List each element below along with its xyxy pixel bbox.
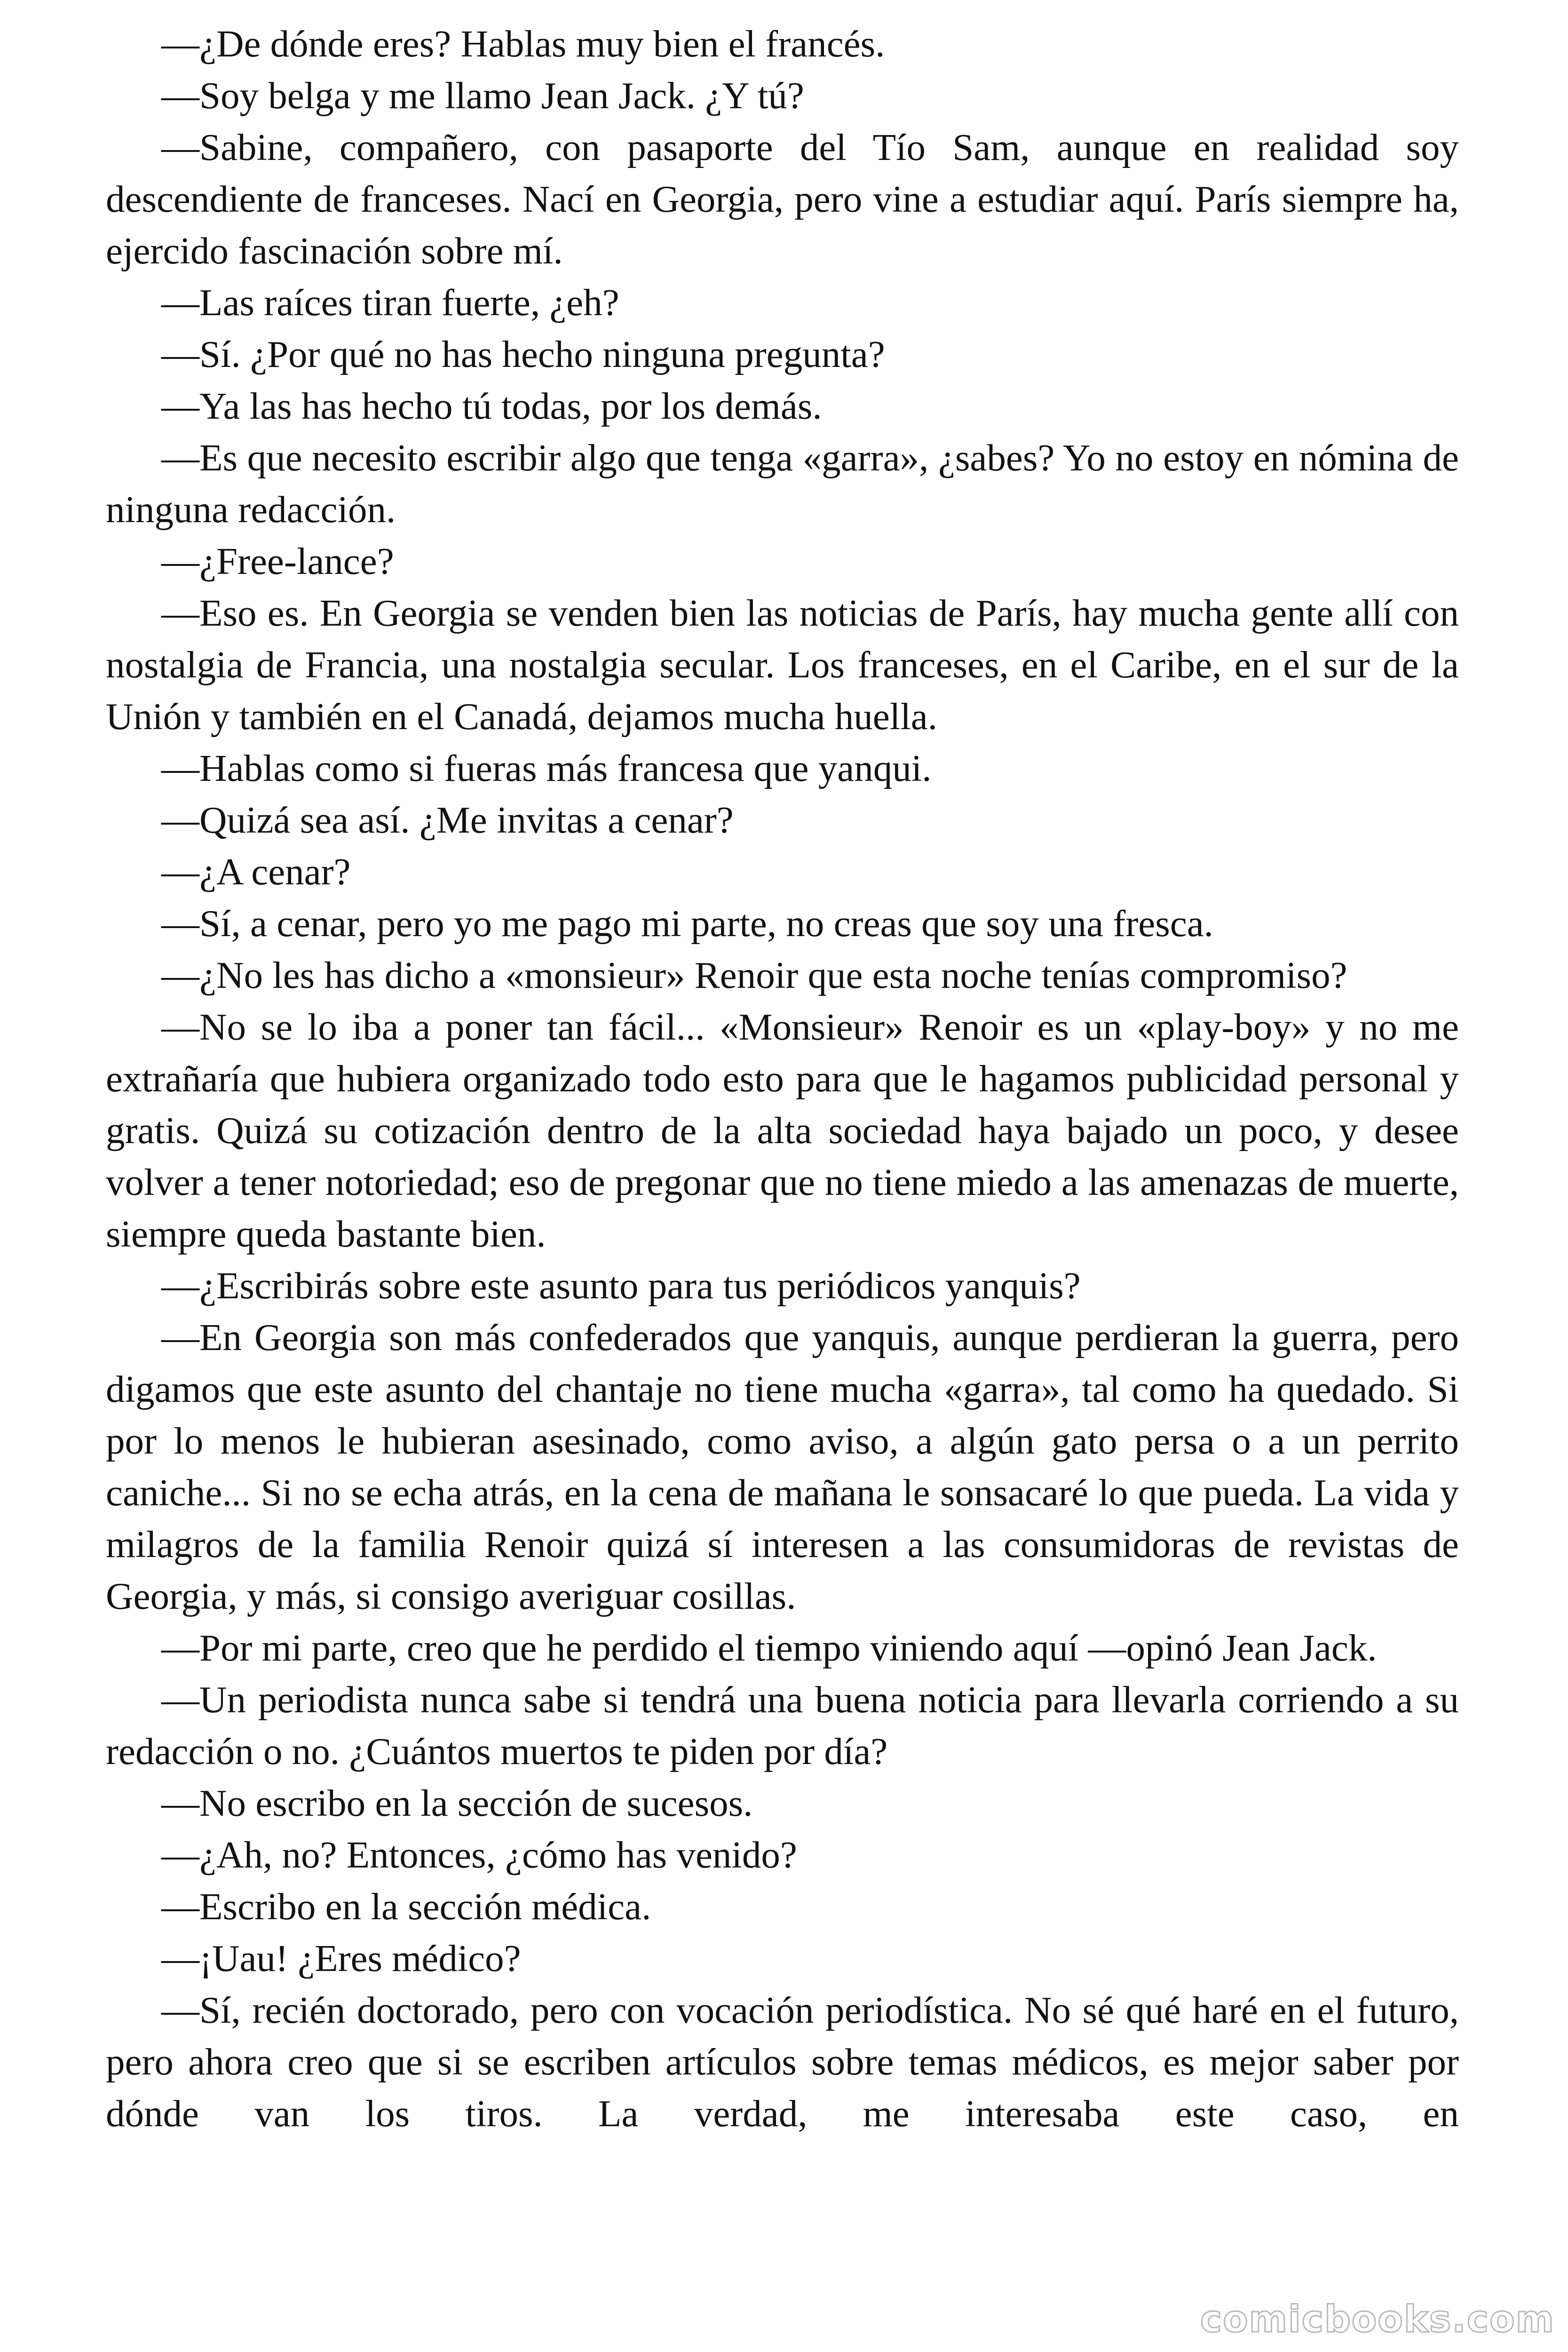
- paragraph-1: —¿De dónde eres? Hablas muy bien el francés.: [161, 23, 885, 65]
- paragraph-21: —¿Ah, no? Entonces, ¿cómo has venido?: [161, 1834, 797, 1876]
- text-body: [106, 18, 1459, 2139]
- paragraph-23: —¡Uau! ¿Eres médico?: [161, 1937, 521, 1979]
- paragraph-9: —Eso es. En Georgia se venden bien las noticias de París, hay mucha gente allí con nostalgia de Francia, una nostalgia secular. Los franceses, en el Caribe, en el sur de la Unión y también en el Canadá, dejamos mucha huella.: [106, 592, 1459, 738]
- paragraph-20: —No escribo en la sección de sucesos.: [161, 1782, 753, 1824]
- paragraph-2: —Soy belga y me llamo Jean Jack. ¿Y tú?: [161, 74, 804, 117]
- paragraph-5: —Sí. ¿Por qué no has hecho ninguna pregunta?: [161, 333, 885, 375]
- watermark-logo: comicbooks.com: [1200, 2298, 1555, 2341]
- paragraph-6: —Ya las has hecho tú todas, por los demás.: [161, 385, 822, 427]
- paragraph-13: —Sí, a cenar, pero yo me pago mi parte, no creas que soy una fresca.: [161, 902, 1213, 945]
- paragraph-18: —Por mi parte, creo que he perdido el tiempo viniendo aquí —opinó Jean Jack.: [161, 1627, 1377, 1669]
- paragraph-17: —En Georgia son más confederados que yanquis, aunque perdieran la guerra, pero digamos que este asunto del chantaje no tiene mucha «garra», tal como ha quedado. Si por lo menos le hubieran asesinado, como aviso, a algún gato persa o a un perrito caniche... Si no se echa atrás, en la cena de mañana le sonsacaré lo que pueda. La vida y milagros de la familia Renoir quizá sí interesen a las consumidoras de revistas de Georgia, y más, si consigo averiguar cosillas.: [106, 1316, 1459, 1617]
- paragraph-15: —No se lo iba a poner tan fácil... «Monsieur» Renoir es un «play-boy» y no me extrañaría que hubiera organizado todo esto para que le hagamos publicidad personal y gratis. Quizá su cotización dentro de la alta sociedad haya bajado un poco, y desee volver a tener notoriedad; eso de pregonar que no tiene miedo a las amenazas de muerte, siempre queda bastante bien.: [106, 1006, 1459, 1255]
- paragraph-12: —¿A cenar?: [161, 850, 351, 893]
- paragraph-19: —Un periodista nunca sabe si tendrá una buena noticia para llevarla corriendo a su redacción o no. ¿Cuántos muertos te piden por día?: [106, 1678, 1459, 1772]
- paragraph-10: —Hablas como si fueras más francesa que yanqui.: [161, 747, 932, 789]
- paragraph-8: —¿Free-lance?: [161, 540, 394, 582]
- paragraph-14: —¿No les has dicho a «monsieur» Renoir que esta noche tenías compromiso?: [161, 954, 1347, 996]
- paragraph-16: —¿Escribirás sobre este asunto para tus periódicos yanquis?: [161, 1264, 1081, 1307]
- paragraph-11: —Quizá sea así. ¿Me invitas a cenar?: [161, 799, 734, 841]
- paragraph-4: —Las raíces tiran fuerte, ¿eh?: [161, 281, 619, 324]
- paragraph-22: —Escribo en la sección médica.: [161, 1885, 651, 1928]
- paragraph-7: —Es que necesito escribir algo que tenga «garra», ¿sabes? Yo no estoy en nómina de ninguna redacción.: [106, 437, 1459, 531]
- paragraph-3: —Sabine, compañero, con pasaporte del Tío Sam, aunque en realidad soy descendiente de franceses. Nací en Georgia, pero vine a estudiar aquí. París siempre ha, ejercido fascinación sobre mí.: [106, 126, 1459, 272]
- paragraph-24: —Sí, recién doctorado, pero con vocación periodística. No sé qué haré en el futuro, pero ahora creo que si se escriben artículos sobre temas médicos, es mejor saber por dónde van los tiros. La verdad, me interesaba este caso, en: [106, 1989, 1459, 2135]
